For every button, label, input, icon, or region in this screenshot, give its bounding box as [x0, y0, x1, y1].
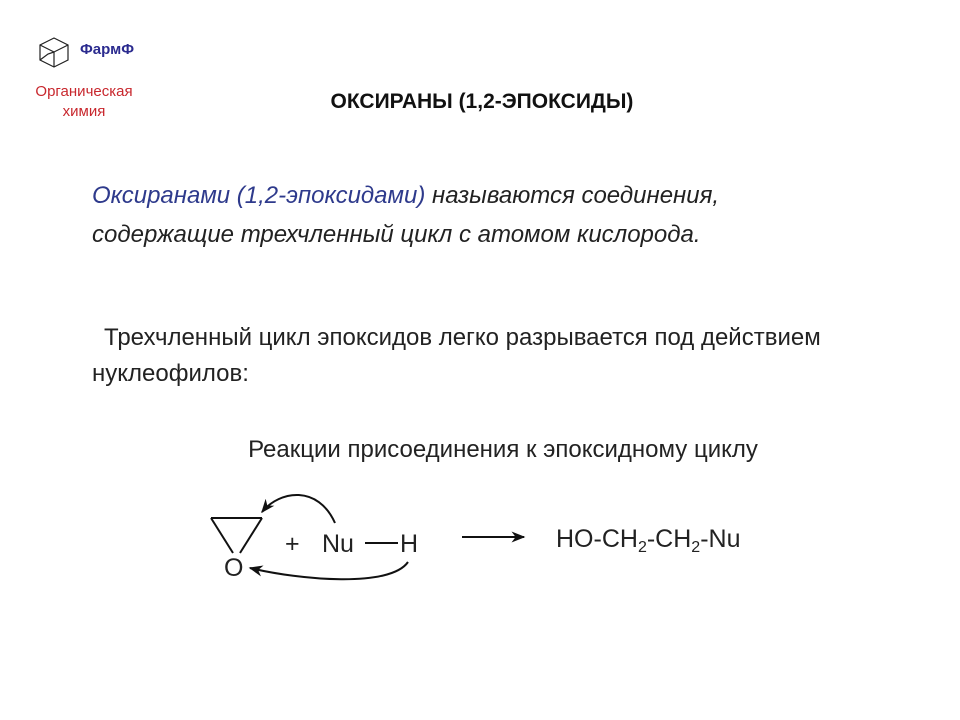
epoxide-ring [211, 518, 262, 553]
attack-arrow [262, 495, 335, 523]
oxygen-atom: O [224, 554, 244, 582]
nucleophile-paragraph: Трехчленный цикл эпоксидов легко разрывается под действием нуклеофилов: [92, 324, 821, 387]
scheme-subtitle: Реакции присоединения к эпоксидному циклу [248, 436, 758, 463]
logo-subtitle-line1: Органическая [35, 83, 133, 100]
product-part3: -Nu [700, 525, 741, 553]
definition-rest: называются соединения, содержащие трехчленный цикл с атомом кислорода. [92, 182, 720, 248]
product-part2: -CH [646, 525, 692, 553]
definition-term: Оксиранами (1,2-эпоксидами) [92, 182, 426, 209]
adamantane-icon [34, 36, 74, 70]
product-sub2: 2 [691, 539, 701, 556]
product-sub1: 2 [637, 539, 647, 556]
reaction-product [556, 525, 740, 557]
definition-text [92, 176, 812, 254]
plus-sign: + [285, 530, 300, 558]
page-title: ОКСИРАНЫ (1,2-ЭПОКСИДЫ) [330, 90, 634, 113]
hydrogen-label: H [400, 530, 419, 558]
logo-brand: ФармФ [80, 41, 135, 58]
proton-arrow [250, 562, 408, 579]
reaction-scheme [0, 480, 960, 600]
reaction-scheme-drawing [0, 480, 960, 600]
logo-subtitle-line2: химия [62, 103, 106, 120]
nucleophile-label: Nu [322, 530, 354, 558]
product-part1: HO-CH [556, 525, 638, 553]
